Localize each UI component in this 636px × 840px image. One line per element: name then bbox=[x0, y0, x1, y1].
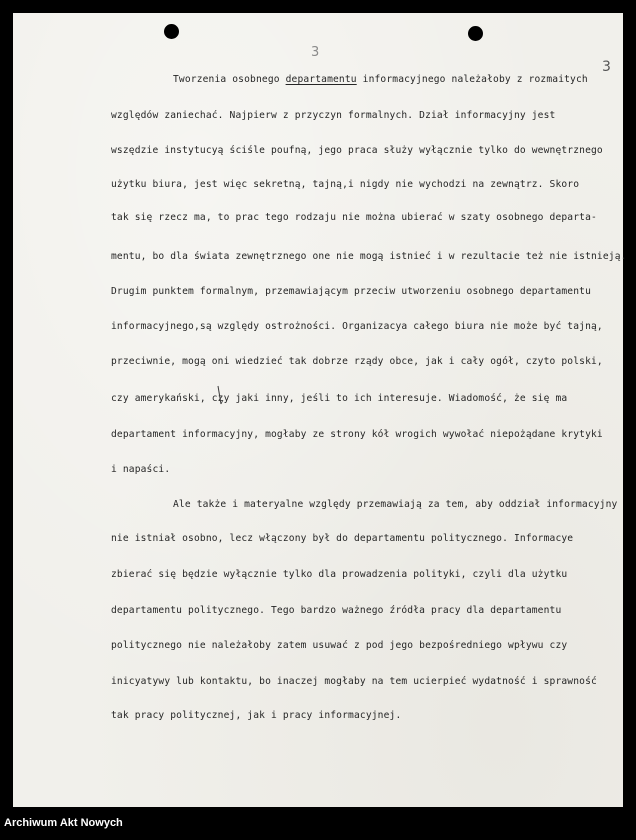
text-line-12: i napaści. bbox=[111, 464, 171, 475]
text-line-17: politycznego nie należałoby zatem usuwać z pod jego bezpośredniego wpływu czy bbox=[111, 640, 568, 651]
text-line-18: inicyatywy lub kontaktu, bo inaczej mogłaby na tem ucierpieć wydatność i sprawność bbox=[111, 676, 597, 687]
text-line-7: Drugim punktem formalnym, przemawiającym przeciw utworzeniu osobnego departamentu bbox=[111, 286, 591, 297]
text-line-13: Ale także i materyalne względy przemawiają za tem, aby oddział informacyjny bbox=[173, 499, 618, 510]
typewritten-page bbox=[13, 13, 627, 807]
text-line-19: tak pracy politycznej, jak i pracy informacyjnej. bbox=[111, 710, 402, 721]
text-line-3: wszędzie instytucyą ściśle poufną, jego praca służy wyłącznie tylko do wewnętrznego bbox=[111, 145, 603, 156]
text-line-11: departament informacyjny, mogłaby ze strony kół wrogich wywołać niepożądane krytyki bbox=[111, 429, 603, 440]
archive-footer-label: Archiwum Akt Nowych bbox=[4, 817, 123, 829]
text-line-14: nie istniał osobno, lecz włączony był do departamentu politycznego. Informacye bbox=[111, 533, 574, 544]
text-line-1 bbox=[173, 74, 588, 85]
page-number-corner: 3 bbox=[602, 59, 611, 75]
text-line-15: zbierać się będzie wyłącznie tylko dla prowadzenia polityki, czyli dla użytku bbox=[111, 569, 568, 580]
text-line-8: informacyjnego,są względy ostrożności. Organizacya całego biura nie może być tajną, bbox=[111, 321, 603, 332]
punch-hole-left bbox=[164, 24, 179, 39]
text-line-10: czy amerykański, czy jaki inny, jeśli to ich interesuje. Wiadomość, że się ma bbox=[111, 393, 568, 404]
text-line-16: departamentu politycznego. Tego bardzo ważnego źródła pracy dla departamentu bbox=[111, 605, 562, 616]
handwritten-correction-mark bbox=[215, 384, 225, 406]
text-line-6: mentu, bo dla świata zewnętrznego one nie mogą istnieć i w rezultacie też nie istnieją. bbox=[111, 251, 627, 262]
underlined-word: departamentu bbox=[285, 74, 357, 85]
text-line-1-after: informacyjnego należałoby z rozmaitych bbox=[356, 74, 588, 85]
text-line-2: względów zaniechać. Najpierw z przyczyn formalnych. Dział informacyjny jest bbox=[111, 110, 556, 121]
page-number-pencil: 3 bbox=[311, 45, 320, 60]
punch-hole-right bbox=[468, 26, 483, 41]
text-line-5: tak się rzecz ma, to prac tego rodzaju nie można ubierać w szaty osobnego departa- bbox=[111, 212, 597, 223]
text-line-9: przeciwnie, mogą oni wiedzieć tak dobrze rządy obce, jak i cały ogół, czyto polski, bbox=[111, 356, 603, 367]
text-line-1-before: Tworzenia osobnego bbox=[173, 74, 286, 85]
text-line-4: użytku biura, jest więc sekretną, tajną,i nigdy nie wychodzi na zewnątrz. Skoro bbox=[111, 179, 580, 190]
